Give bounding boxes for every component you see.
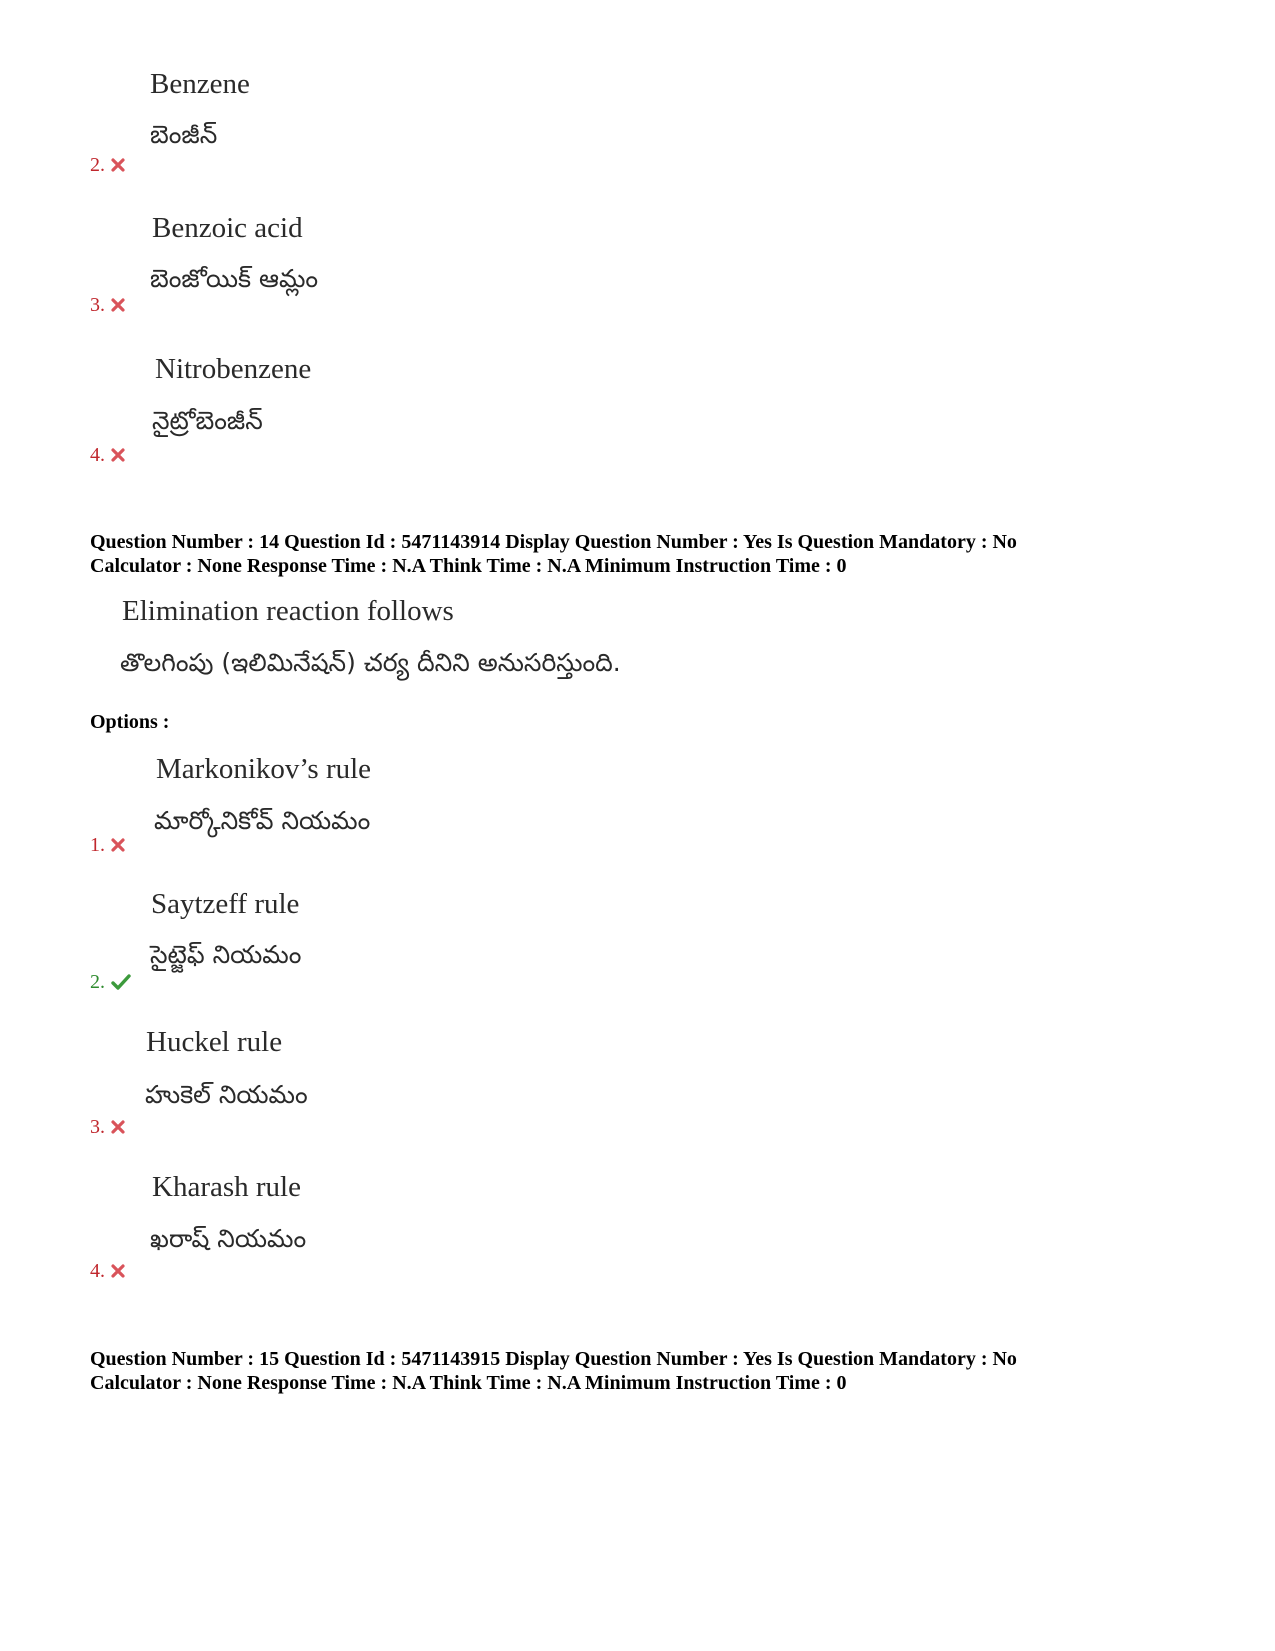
option-text-en: Kharash rule xyxy=(152,1171,301,1203)
option-text-en: Benzene xyxy=(150,68,250,100)
option-number xyxy=(90,295,125,315)
option-text-te: బెంజోయిక్ ఆమ్లం xyxy=(150,264,319,293)
option-text-te: నైట్రోబెంజీన్ xyxy=(152,406,263,435)
question-meta-line: Calculator : None Response Time : N.A Think Time : N.A Minimum Instruction Time : 0 xyxy=(90,555,847,577)
question-meta xyxy=(90,1347,1017,1395)
option-text-te: సైట్జెఫ్ నియమం xyxy=(150,940,302,969)
cross-icon xyxy=(111,448,125,462)
option-number-label: 4. xyxy=(90,1260,105,1282)
cross-icon xyxy=(111,1264,125,1278)
option-number-label: 3. xyxy=(90,1116,105,1138)
option-text-te: బెంజీన్ xyxy=(150,120,218,149)
cross-icon xyxy=(111,838,125,852)
option-number xyxy=(90,1117,125,1137)
cross-icon xyxy=(111,298,125,312)
question-text-te: తొలగింపు (ఇలిమినేషన్) చర్య దీనిని అనుసరిస్తుంది. xyxy=(120,648,621,677)
options-label: Options : xyxy=(90,711,170,733)
option-number-label: 2. xyxy=(90,971,105,993)
option-number-label: 3. xyxy=(90,294,105,316)
option-number xyxy=(90,835,125,855)
option-text-te: ఖరాష్ నియమం xyxy=(150,1224,307,1253)
question-meta-line: Question Number : 15 Question Id : 5471143915 Display Question Number : Yes Is Question Mandatory : No xyxy=(90,1348,1017,1370)
option-number-label: 1. xyxy=(90,834,105,856)
option-number-label: 2. xyxy=(90,154,105,176)
option-number xyxy=(90,155,125,175)
question-meta-line: Calculator : None Response Time : N.A Think Time : N.A Minimum Instruction Time : 0 xyxy=(90,1372,847,1394)
option-text-en: Saytzeff rule xyxy=(151,888,300,920)
option-text-te: మార్కోనికోవ్ నియమం xyxy=(154,806,371,835)
option-text-en: Huckel rule xyxy=(146,1026,283,1058)
question-meta xyxy=(90,530,1017,578)
option-number xyxy=(90,445,125,465)
option-number xyxy=(90,972,131,992)
option-text-te: హుకెల్ నియమం xyxy=(145,1080,308,1109)
option-number xyxy=(90,1261,125,1281)
option-text-en: Nitrobenzene xyxy=(155,353,312,385)
cross-icon xyxy=(111,158,125,172)
option-number-label: 4. xyxy=(90,444,105,466)
option-text-en: Benzoic acid xyxy=(152,212,303,244)
question-meta-line: Question Number : 14 Question Id : 5471143914 Display Question Number : Yes Is Question Mandatory : No xyxy=(90,531,1017,553)
check-icon xyxy=(111,974,131,990)
option-text-en: Markonikov’s rule xyxy=(156,753,372,785)
question-text-en: Elimination reaction follows xyxy=(122,595,454,627)
cross-icon xyxy=(111,1120,125,1134)
